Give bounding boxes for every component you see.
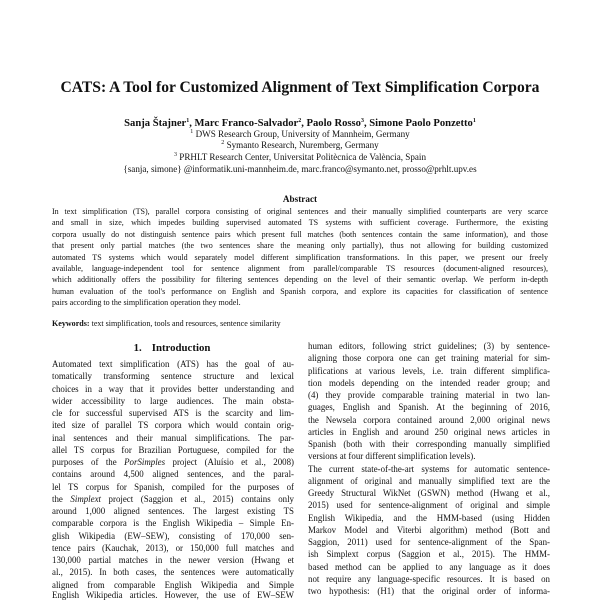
abstract-line: pairs according to the simplification operation they model. (52, 298, 241, 308)
body-line: the Simplext project (Saggion et al., 2015) contains only (52, 493, 294, 504)
body-line: purposes of the PorSimples project (Aluísio et al., 2008) (52, 457, 294, 467)
body-line: choices in a way that it provides better understanding and (52, 383, 294, 394)
body-line: English Wikipedia, and the HMM-based (using Hidden (308, 512, 550, 523)
body-line: human editors, following strict guidelines; (3) by sentence- (308, 341, 550, 351)
body-line: versions at four different simplification levels). (308, 451, 476, 462)
body-line: tion models depending on the intended reader group; and (308, 377, 550, 388)
body-line: glish Wikipedia (EW–SEW), consisting of 170,000 sen- (52, 530, 294, 541)
keywords-label: Keywords: (52, 319, 90, 328)
keywords-text: text simplification, tools and resources, sentence similarity (91, 319, 281, 328)
section-title: Introduction (151, 342, 211, 354)
body-line: alignment of original and manually simplified text are the (308, 475, 550, 486)
author-sup: 2 (298, 118, 302, 124)
body-line: plifications at various levels, i.e. train different simplifica- (308, 365, 550, 376)
body-line: ited size of parallel TS corpora which would contain orig- (52, 420, 294, 431)
body-line: around 1,000 aligned sentences. The largest existing TS (52, 506, 294, 516)
affiliation-sup: 2 (221, 140, 225, 146)
affiliation (40, 140, 560, 151)
body-line: Spanish (both with their corresponding manually simplified (308, 439, 550, 449)
abstract-line: that present only partial matches (the two sentences share the meaning only partially), thus not allowing for building customized (52, 241, 548, 251)
author-name: Simone Paolo Ponzetto (369, 118, 473, 129)
author-sup: 3 (360, 118, 364, 124)
body-line: based method can be applied to any language as it does (308, 561, 550, 572)
body-line: (4) they provide comparable training material in two lan- (308, 390, 550, 400)
author-name: Paolo Rosso (306, 118, 361, 129)
body-line: ish Simplext corpus (Saggion et al., 2015). The HMM- (308, 549, 550, 560)
abstract-line: automated TS systems which would separately model different simplification transformations. In this paper, we present our freely (52, 252, 548, 262)
body-line: contains around 4,500 aligned sentences, and the paral- (52, 469, 294, 480)
keywords (52, 318, 281, 329)
affiliation-text: Symanto Research, Nuremberg, Germany (226, 140, 379, 150)
abstract-line: available, language-independent tool for sentence alignment from parallel/comparable TS resources (document-aligned resources), (52, 264, 548, 273)
body-line: allel TS corpus for Brazilian Portuguese, compiled for the (52, 444, 294, 455)
body-line: tence pairs (Kauchak, 2013), or 150,000 full matches and (52, 542, 294, 553)
abstract-line: corpora usually do not distinguish sentence pairs which present full matches (both sentences contain the same information), and those (52, 229, 548, 239)
body-line: wider accessibility to large audiences. The main obsta- (52, 395, 294, 406)
body-line: aligning those corpora one can get training material for sim- (308, 353, 550, 364)
body-line: guages, English and Spanish. At the beginning of 2016, (308, 402, 550, 413)
author-name: Sanja Štajner (124, 118, 187, 129)
body-line: The current state-of-the-art systems for automatic sentence- (308, 463, 550, 474)
body-line: articles in English and around 250 original news articles in (308, 426, 550, 437)
project-name: Simplext (70, 493, 101, 504)
body-line: not require any language-specific resources. It is based on (308, 573, 550, 584)
body-line: English Wikipedia articles. However, the use of EW–SEW (52, 590, 294, 600)
body-line: tomatically transforming sentence structure and lexical (52, 371, 294, 382)
author-list: Sanja Štajner$^1$, Marc Franco-Salvador$^2$, Paolo Rosso$^3$, Simone Paolo Ponzetto$^1$ (124, 118, 476, 129)
abstract-line: In text simplification (TS), parallel corpora consisting of original sentences and their manually simplified counterparts are very scarce (52, 207, 548, 216)
body-line: the Newsela corpora contained around 2,000 original news (308, 414, 550, 425)
body-line: Saggion, 2011) used for sentence-alignment of the Span- (308, 537, 550, 547)
body-line: aligned from comparable English Wikipedia and Simple (52, 579, 294, 590)
abstract-heading: Abstract (282, 194, 318, 204)
abstract-line: and small in size, which impedes building supervised automated TS systems with sufficient coverage. Furthermore, the existing (52, 218, 548, 228)
body-line: cle for successful supervised ATS is the scarcity and lim- (52, 408, 294, 418)
affiliation-sup: 3 (174, 152, 177, 158)
section-heading (52, 342, 292, 355)
affiliation (40, 152, 560, 163)
author-emails: {sanja, simone} @informatik.uni-mannheim.de, marc.franco@symanto.net, prosso@prhlt.upv.es (123, 164, 477, 174)
project-name: PorSimples (124, 457, 166, 467)
affiliation-text: DWS Research Group, University of Mannheim, Germany (195, 129, 410, 139)
abstract-line: human evaluation of the tool's performance on English and Spanish corpora, and explore its capacities for classification of sentence (52, 286, 548, 296)
body-line: 2015) used for sentence-alignment of original and simple (308, 500, 550, 511)
affiliation (40, 129, 560, 140)
paper-title: CATS: A Tool for Customized Alignment of Text Simplification Corpora (60, 79, 540, 96)
author-sup: 1 (186, 118, 190, 124)
body-line: inal sentences and their manual simplifications. The par- (52, 432, 294, 443)
body-line: Markov Model and Viterbi algorithm) method (Bott and (308, 524, 550, 535)
author-name: Marc Franco-Salvador (194, 118, 299, 129)
affiliation-sup: 1 (190, 129, 194, 135)
body-line: two hypothesis: (H1) that the original order of informa- (308, 586, 550, 596)
body-line: lel TS corpus for Spanish, compiled for the purposes of (52, 481, 294, 492)
author-sup: 1 (472, 118, 476, 124)
body-line: al., 2015). In both cases, the sentences were automatically (52, 567, 294, 578)
body-line: Greedy Structural WikNet (GSWN) method (Hwang et al., (308, 488, 550, 498)
abstract-line: which additionally offers the possibility for filtering sentences depending on the level of their semantic overlap. We perform in-depth (52, 275, 548, 285)
section-number: 1. (133, 342, 142, 354)
body-line: Automated text simplification (ATS) has the goal of au- (52, 359, 294, 369)
affiliation-text: PRHLT Research Center, Universitat Politècnica de València, Spain (179, 152, 426, 162)
body-line: comparable corpora is the English Wikipedia – Simple En- (52, 518, 294, 529)
body-line: 130,000 partial matches in the newer version (Hwang et (52, 555, 294, 565)
